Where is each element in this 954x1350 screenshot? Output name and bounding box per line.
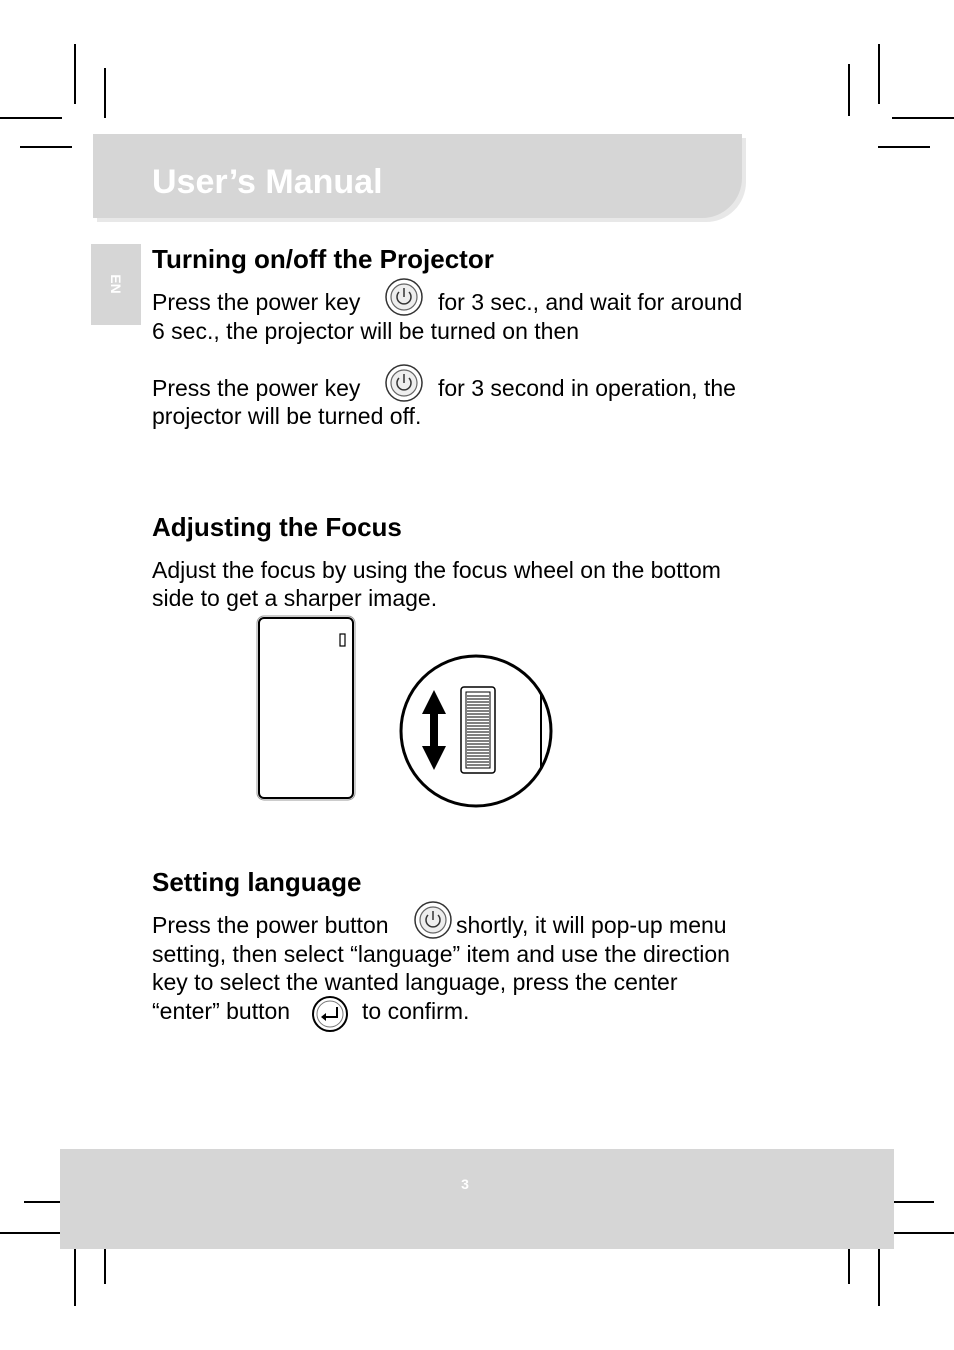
page-number: 3 [461, 1176, 469, 1192]
crop-mark [894, 1201, 934, 1203]
crop-mark [0, 117, 62, 119]
power-line-1-after: for 3 sec., and wait for around [438, 289, 743, 315]
crop-mark [894, 1232, 954, 1234]
power-button-icon [414, 901, 452, 939]
power-line-4: projector will be turned off. [152, 403, 422, 429]
language-line-4-before: “enter” button [152, 998, 291, 1024]
crop-mark [878, 146, 930, 148]
crop-mark [74, 44, 76, 104]
footer-band [60, 1149, 894, 1249]
section-heading-language: Setting language [152, 867, 362, 897]
section-heading-focus: Adjusting the Focus [152, 512, 402, 542]
power-line-3-before: Press the power key [152, 375, 361, 401]
crop-mark [878, 1248, 880, 1306]
crop-mark [20, 146, 72, 148]
language-line-1-before: Press the power button [152, 912, 389, 938]
focus-wheel-detail [397, 652, 555, 810]
focus-line-2: side to get a sharper image. [152, 585, 438, 611]
enter-button-icon [311, 995, 349, 1033]
crop-mark [104, 68, 106, 118]
power-button-icon [385, 364, 423, 402]
crop-mark [892, 117, 954, 119]
crop-mark [74, 1248, 76, 1306]
language-line-4-after: to confirm. [362, 998, 470, 1024]
language-line-3: key to select the wanted language, press the center [152, 969, 678, 995]
language-line-1-after: shortly, it will pop-up menu [456, 912, 727, 938]
focus-line-1: Adjust the focus by using the focus wheel on the bottom [152, 557, 721, 583]
crop-mark [24, 1201, 62, 1203]
projector-illustration [254, 614, 358, 804]
crop-mark [0, 1232, 62, 1234]
crop-mark [104, 1248, 106, 1284]
power-button-icon [385, 278, 423, 316]
crop-mark [848, 1248, 850, 1284]
page-title: User’s Manual [152, 163, 383, 201]
crop-mark [878, 44, 880, 104]
power-line-3-after: for 3 second in operation, the [438, 375, 736, 401]
section-heading-power: Turning on/off the Projector [152, 244, 494, 274]
power-line-2: 6 sec., the projector will be turned on then [152, 318, 580, 344]
crop-mark [848, 64, 850, 116]
language-line-2: setting, then select “language” item and use the direction [152, 941, 730, 967]
language-tab-label: EN [108, 274, 124, 294]
power-line-1-before: Press the power key [152, 289, 361, 315]
